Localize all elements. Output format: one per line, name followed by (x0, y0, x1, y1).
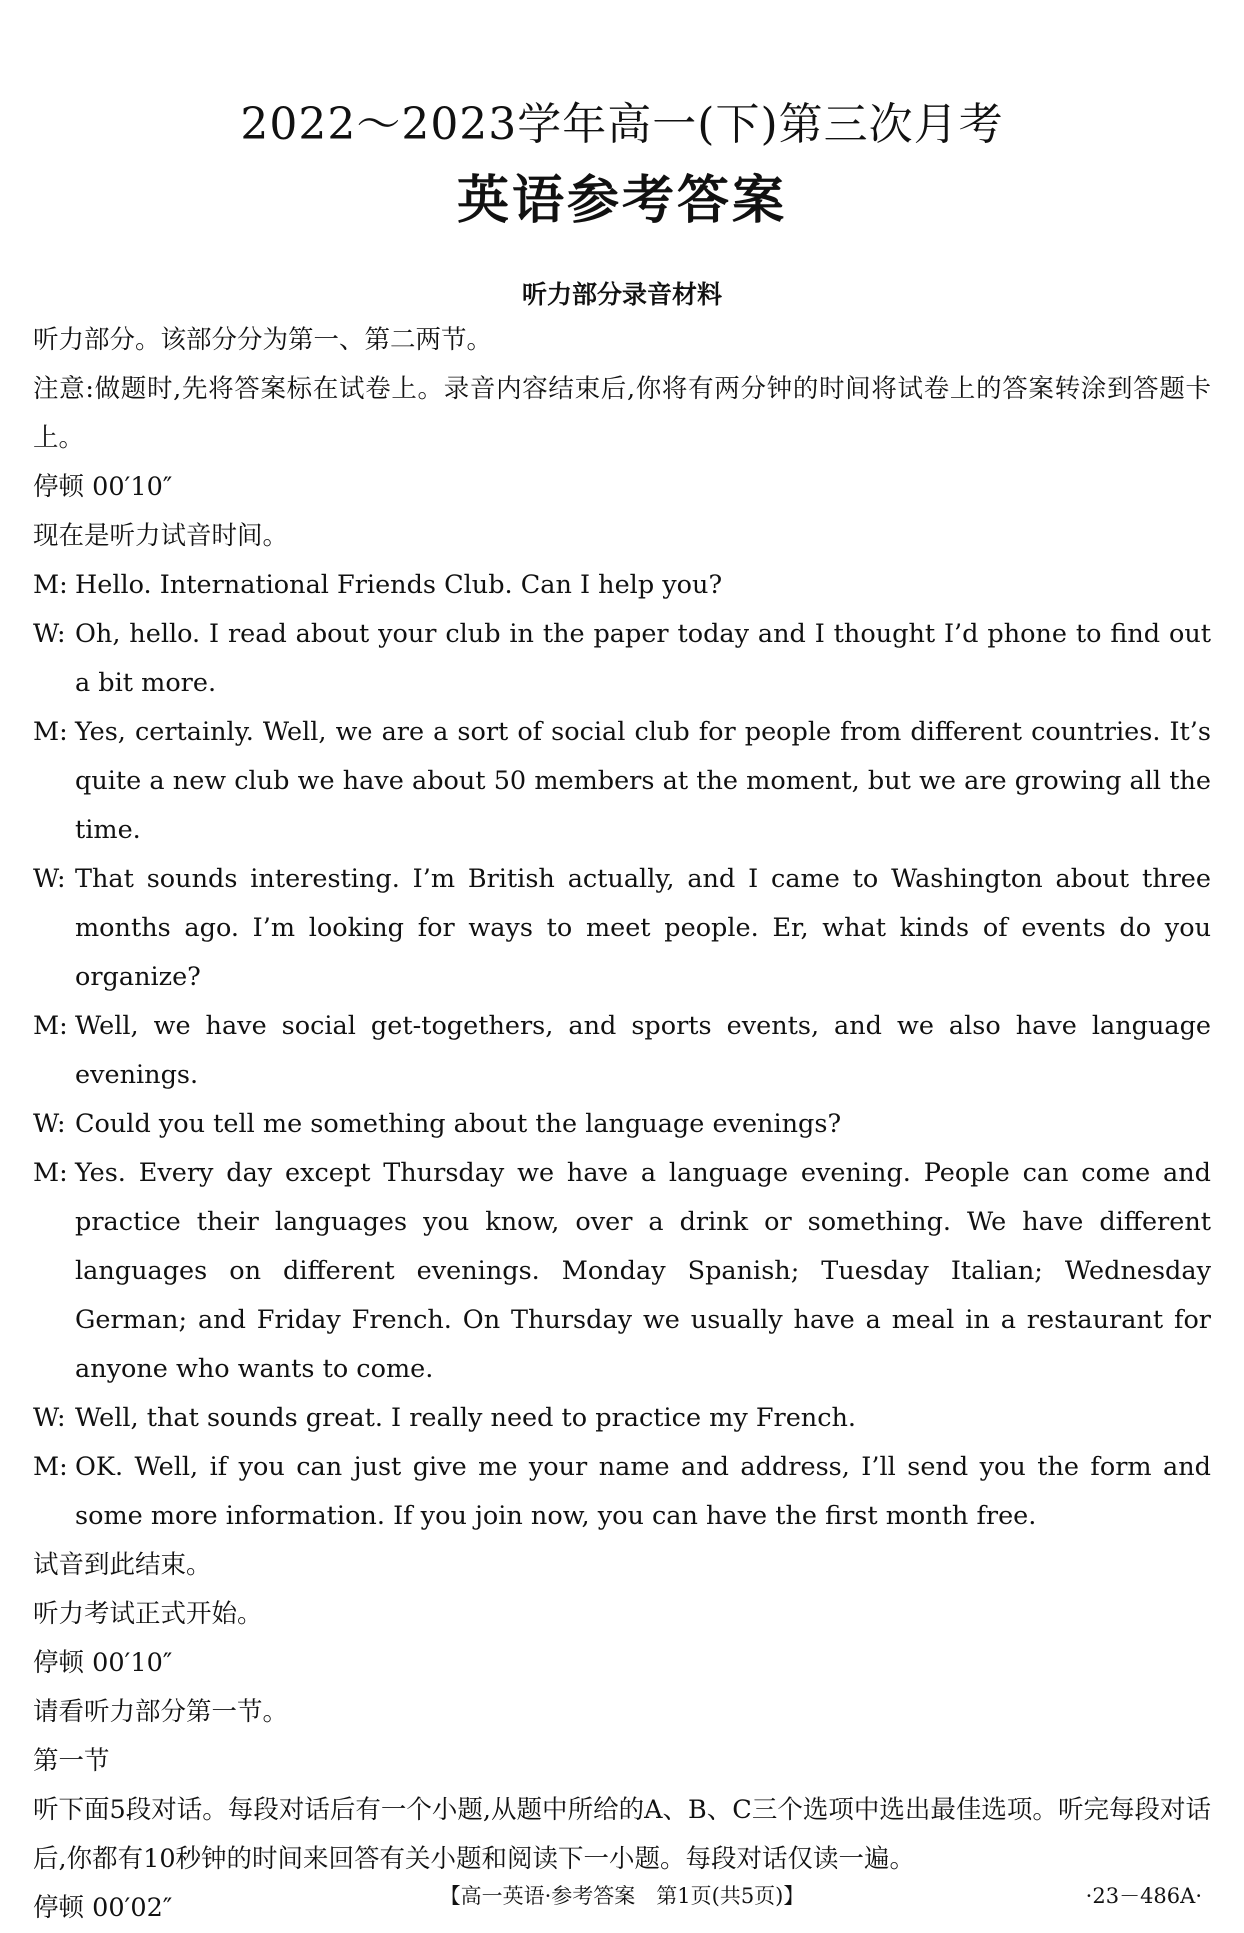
speaker-label: M: (33, 1452, 68, 1482)
trial-start-text: 现在是听力试音时间。 (33, 521, 289, 551)
dialogue-text: Yes, certainly. Well, we are a sort of social club for people from different countries. It’s quite a new club we have about 50 members at the moment, but we are growing all the time. (75, 717, 1211, 845)
answer-key-title: 英语参考答案 (456, 170, 787, 231)
pause-marker: 停顿 00′10″ (33, 1648, 173, 1678)
dialogue-line (33, 1002, 1211, 1100)
dialogue-text: OK. Well, if you can just give me your name and address, I’ll send you the form and some more information. If you join now, you can have the first month free. (75, 1452, 1211, 1531)
exam-start-text: 听力考试正式开始。 (33, 1599, 263, 1629)
trial-end-text: 试音到此结束。 (33, 1550, 212, 1580)
dialogue-text: Hello. International Friends Club. Can I help you? (75, 570, 723, 600)
dialogue-line (33, 708, 1211, 855)
dialogue-line (33, 1149, 1211, 1394)
speaker-label: M: (33, 570, 68, 600)
speaker-label: W: (33, 619, 66, 649)
speaker-label: W: (33, 1109, 66, 1139)
dialogue-line (33, 610, 1211, 708)
speaker-label: W: (33, 864, 66, 894)
pause-marker: 停顿 00′02″ (33, 1893, 173, 1923)
exam-title: 2022～2023学年高一(下)第三次月考 (240, 99, 1004, 150)
speaker-label: W: (33, 1403, 66, 1433)
speaker-label: M: (33, 1011, 68, 1041)
dialogue-line (33, 855, 1211, 1002)
dialogue-line (33, 1443, 1211, 1541)
section1-instructions: 听下面5段对话。每段对话后有一个小题,从题中所给的A、B、C三个选项中选出最佳选项。听完每段对话后,你都有10秒钟的时间来回答有关小题和阅读下一小题。每段对话仅读一遍。 (33, 1795, 1211, 1874)
dialogue-text: Yes. Every day except Thursday we have a language evening. People can come and practice their languages you know, over a drink or something. We have different languages on different evenings. Monday Spanish; Tuesday Italian; Wednesday German; and Friday French. On Thursday we usually have a meal in a restaurant for anyone who wants to come. (75, 1158, 1211, 1384)
section1-label: 第一节 (33, 1746, 110, 1776)
speaker-label: M: (33, 717, 68, 747)
speaker-label: M: (33, 1158, 68, 1188)
intro-text: 听力部分。该部分分为第一、第二两节。 (33, 325, 493, 355)
dialogue-text: That sounds interesting. I’m British actually, and I came to Washington about three months ago. I’m looking for ways to meet people. Er, what kinds of events do you organize? (75, 864, 1211, 992)
section-heading: 听力部分录音材料 (521, 280, 722, 309)
dialogue-text: Oh, hello. I read about your club in the paper today and I thought I’d phone to find out a bit more. (75, 619, 1211, 698)
dialogue-line (33, 561, 1211, 610)
dialogue-text: Well, we have social get-togethers, and sports events, and we also have language evenings. (75, 1011, 1211, 1090)
document-code: ·23－486A· (1085, 1884, 1202, 1908)
dialogue-line (33, 1100, 1211, 1149)
dialogue-line (33, 1394, 1211, 1443)
section1-prompt: 请看听力部分第一节。 (33, 1697, 289, 1727)
dialogue-text: Could you tell me something about the language evenings? (75, 1109, 842, 1139)
pause-marker: 停顿 00′10″ (33, 472, 173, 502)
dialogue-text: Well, that sounds great. I really need to practice my French. (75, 1403, 857, 1433)
page-footer: 【高一英语·参考答案 第1页(共5页)】 (439, 1884, 805, 1908)
transcript-body (33, 316, 1211, 1933)
notice-text: 注意:做题时,先将答案标在试卷上。录音内容结束后,你将有两分钟的时间将试卷上的答案转涂到答题卡上。 (33, 374, 1211, 453)
